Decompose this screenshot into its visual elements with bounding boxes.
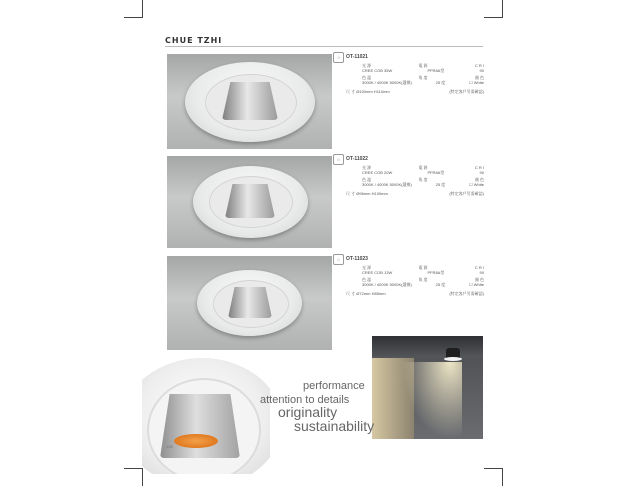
crop-mark (124, 468, 142, 469)
closeup-label: 13E (166, 444, 174, 449)
crop-mark (502, 468, 503, 486)
crop-mark (484, 468, 502, 469)
spec-block-1: ☆ OT-11021 光 源 電 源 C R I CREE COB 35W PFR8A型 90 色 溫 角 度 顏 色 3000K / 4000K 5000K(選擇) 25 度 ☐ White 尺 寸 Ø100mm H110mm (特定客戶另需確認) (346, 54, 484, 94)
brand-logo: CHUE TZHI (165, 36, 223, 45)
certification-icon: ☆ (333, 154, 344, 165)
certification-icon: ☆ (333, 52, 344, 63)
product-photo-3 (167, 256, 332, 350)
spec-block-3: ☆ OT-11023 光 源 電 源 C R I CREE COB 13W PFR8A型 90 色 溫 角 度 顏 色 3000K / 4000K 5000K(選擇) 25 度 ☐ White 尺 寸 Ø72mm H85mm (特定客戶另需確認) (346, 256, 484, 296)
tagline-attention: attention to details (260, 394, 350, 406)
installation-photo (372, 336, 483, 439)
crop-mark (484, 17, 502, 18)
product-code: OT-11021 (346, 54, 368, 60)
product-code: OT-11023 (346, 256, 368, 262)
crop-mark (502, 0, 503, 18)
crop-mark (142, 0, 143, 18)
certification-icon: ☆ (333, 254, 344, 265)
tagline-sustainability: sustainability (294, 418, 375, 434)
tagline-performance: performance (303, 380, 365, 392)
tagline-originality: originality (278, 404, 338, 420)
closeup-photo (142, 350, 270, 474)
crop-mark (124, 17, 142, 18)
product-photo-1 (167, 54, 332, 149)
spec-block-2: ☆ OT-11022 光 源 電 源 C R I CREE COB 20W PFR8A型 90 色 溫 角 度 顏 色 3000K / 4000K 5000K(選擇) 25 度 ☐ White 尺 寸 Ø96mm H100mm (特定客戶另需確認) (346, 156, 484, 196)
product-code: OT-11022 (346, 156, 368, 162)
product-photo-2 (167, 156, 332, 248)
header-rule (165, 46, 483, 47)
